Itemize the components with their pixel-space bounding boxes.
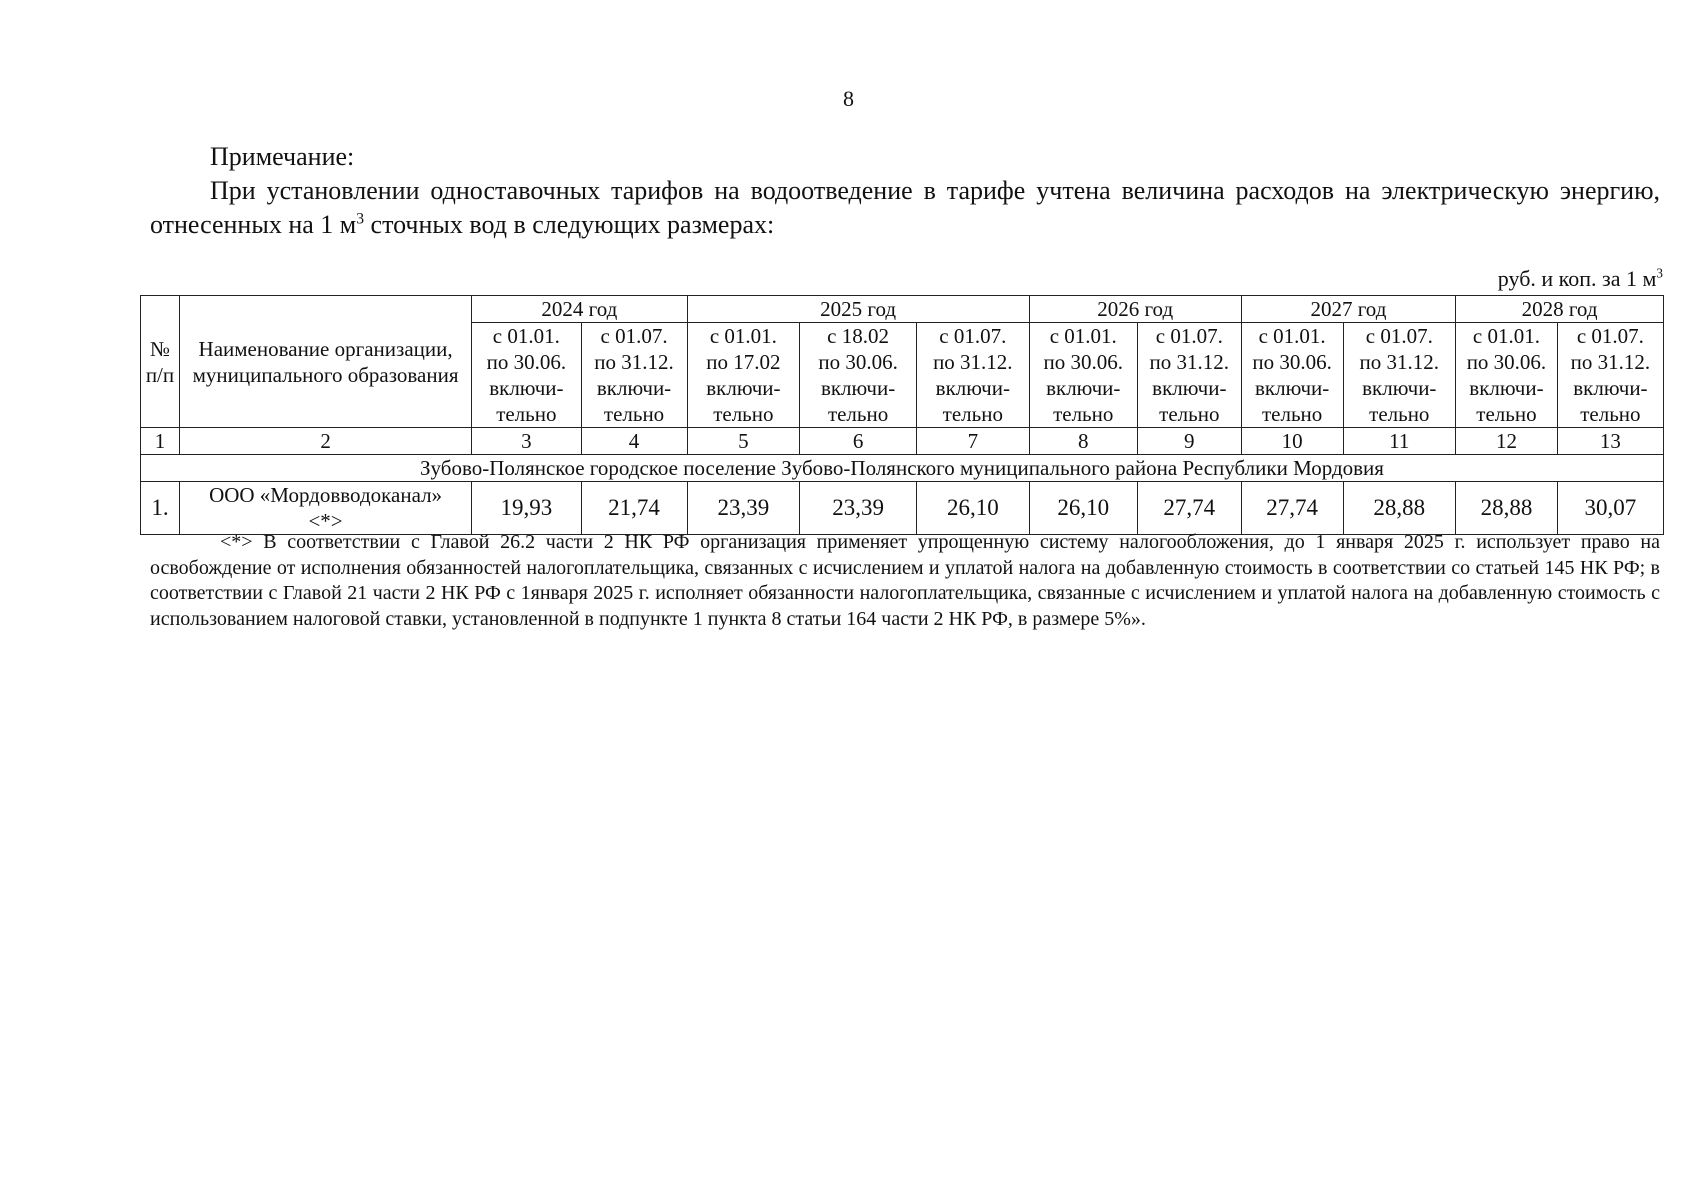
period-line: с 01.01. xyxy=(709,324,777,348)
tariff-value: 23,39 xyxy=(800,482,917,535)
header-period-12 xyxy=(1456,323,1558,428)
period-line: включи- xyxy=(1469,376,1544,400)
tariff-value: 28,88 xyxy=(1456,482,1558,535)
table-row xyxy=(141,482,1664,535)
column-number: 9 xyxy=(1137,428,1241,455)
header-period-5 xyxy=(687,323,800,428)
period-line: тельно xyxy=(827,402,889,426)
period-line: по 30.06. xyxy=(1466,350,1547,374)
header-year-2027: 2027 год xyxy=(1241,296,1455,323)
period-line: с 01.01. xyxy=(1049,324,1117,348)
note-block xyxy=(150,140,1660,242)
period-line: включи- xyxy=(935,376,1010,400)
period-line: тельно xyxy=(1053,402,1114,426)
period-line: по 30.06. xyxy=(1252,350,1332,374)
org-name-cell xyxy=(179,482,471,535)
column-number: 11 xyxy=(1343,428,1456,455)
period-line: с 01.01. xyxy=(1472,324,1540,348)
period-line: тельно xyxy=(496,402,557,426)
column-number: 5 xyxy=(687,428,800,455)
period-line: тельно xyxy=(1476,402,1537,426)
period-line: по 30.06. xyxy=(818,350,898,374)
org-footnote-mark: <*> xyxy=(308,509,343,533)
column-number: 13 xyxy=(1557,428,1663,455)
note-unit-superscript: 3 xyxy=(356,210,365,228)
note-text xyxy=(150,174,1660,242)
tariff-value: 27,74 xyxy=(1137,482,1241,535)
header-year-2025: 2025 год xyxy=(687,296,1029,323)
org-name: ООО «Мордовводоканал» xyxy=(209,483,443,507)
header-period-3 xyxy=(472,323,581,428)
header-period-7 xyxy=(917,323,1030,428)
column-number: 12 xyxy=(1456,428,1558,455)
period-line: тельно xyxy=(1580,402,1641,426)
tariff-value: 23,39 xyxy=(687,482,800,535)
period-line: по 31.12. xyxy=(1570,350,1651,374)
column-number: 7 xyxy=(917,428,1030,455)
period-line: тельно xyxy=(713,402,774,426)
period-line: с 01.01. xyxy=(1258,324,1326,348)
column-number: 3 xyxy=(472,428,581,455)
period-line: включи- xyxy=(1152,376,1227,400)
period-line: включи- xyxy=(820,376,896,400)
period-line: включи- xyxy=(1362,376,1437,400)
header-no: № п/п xyxy=(141,296,180,428)
period-line: по 31.12. xyxy=(594,350,674,374)
period-line: с 01.01. xyxy=(492,324,560,348)
note-text-after-unit: сточных вод в следующих размерах: xyxy=(364,210,775,239)
header-period-8 xyxy=(1029,323,1137,428)
period-line: по 31.12. xyxy=(1149,350,1230,374)
period-line: тельно xyxy=(942,402,1003,426)
column-number: 2 xyxy=(179,428,471,455)
note-title: Примечание: xyxy=(210,142,355,171)
column-number: 10 xyxy=(1241,428,1343,455)
period-line: тельно xyxy=(603,402,665,426)
header-row-years xyxy=(141,296,1664,323)
period-line: тельно xyxy=(1369,402,1430,426)
period-line: с 01.07. xyxy=(939,324,1007,348)
tariff-value: 26,10 xyxy=(1029,482,1137,535)
header-period-4 xyxy=(581,323,687,428)
tariff-value: 28,88 xyxy=(1343,482,1456,535)
header-year-2026: 2026 год xyxy=(1029,296,1241,323)
column-number: 6 xyxy=(800,428,917,455)
column-number-row xyxy=(141,428,1664,455)
header-org: Наименование организации, муниципального образования xyxy=(179,296,471,428)
header-period-9 xyxy=(1137,323,1241,428)
page-number: 8 xyxy=(843,86,854,111)
footnote: <*> В соответствии с Главой 26.2 части 2 НК РФ организация применяет упрощенную систему налогообложения, до 1 января 2025 г. использует право на освобождение от исполнения обязанностей налогоплательщика, связанных с исчислением и уплатой налога на добавленную стоимость в соответствии со статьей 145 НК РФ; в соответствии с Главой 21 части 2 НК РФ с 1января 2025 г. исполняет обязанности налогоплательщика, связанные с исчислением и уплатой налога на добавленную стоимость с использованием налоговой ставки, установленной в подпункте 1 пункта 8 статьи 164 части 2 НК РФ, в размере 5%». xyxy=(150,531,1660,630)
period-line: включи- xyxy=(706,376,781,400)
header-period-10 xyxy=(1241,323,1343,428)
period-line: по 31.12. xyxy=(933,350,1013,374)
period-line: включи- xyxy=(1573,376,1648,400)
period-line: тельно xyxy=(1261,402,1323,426)
period-line: тельно xyxy=(1159,402,1220,426)
tariff-value: 21,74 xyxy=(581,482,687,535)
period-line: включи- xyxy=(596,376,672,400)
tariff-value: 27,74 xyxy=(1241,482,1343,535)
header-period-13 xyxy=(1557,323,1663,428)
column-number: 4 xyxy=(581,428,687,455)
period-line: включи- xyxy=(1046,376,1121,400)
section-title: Зубово-Полянское городское поселение Зубово-Полянского муниципального района Республики Мордовия xyxy=(141,455,1664,482)
period-line: с 18.02 xyxy=(827,324,889,348)
units-label xyxy=(1498,266,1663,292)
period-line: по 30.06. xyxy=(486,350,567,374)
tariff-table xyxy=(140,295,1664,535)
note-text-before-unit: При установлении одноставочных тарифов на водоотведение в тарифе учтена величина расходов на электрическую энергию, отнесенных на 1 м xyxy=(150,176,1660,239)
period-line: по 30.06. xyxy=(1043,350,1123,374)
period-line: по 17.02 xyxy=(706,350,781,374)
column-number: 8 xyxy=(1029,428,1137,455)
period-line: с 01.07. xyxy=(600,324,668,348)
units-text: руб. и коп. за 1 м xyxy=(1497,266,1657,291)
column-number: 1 xyxy=(141,428,180,455)
header-period-11 xyxy=(1343,323,1456,428)
units-superscript: 3 xyxy=(1656,265,1663,281)
period-line: включи- xyxy=(1254,376,1330,400)
period-line: с 01.07. xyxy=(1365,324,1433,348)
tariff-value: 30,07 xyxy=(1557,482,1663,535)
period-line: включи- xyxy=(489,376,564,400)
period-line: с 01.07. xyxy=(1155,324,1223,348)
tariff-value: 26,10 xyxy=(917,482,1030,535)
header-year-2028: 2028 год xyxy=(1456,296,1664,323)
period-line: с 01.07. xyxy=(1576,324,1644,348)
row-number: 1. xyxy=(141,482,180,535)
header-period-6 xyxy=(800,323,917,428)
period-line: по 31.12. xyxy=(1359,350,1440,374)
header-year-2024: 2024 год xyxy=(472,296,687,323)
section-row xyxy=(141,455,1664,482)
tariff-value: 19,93 xyxy=(472,482,581,535)
